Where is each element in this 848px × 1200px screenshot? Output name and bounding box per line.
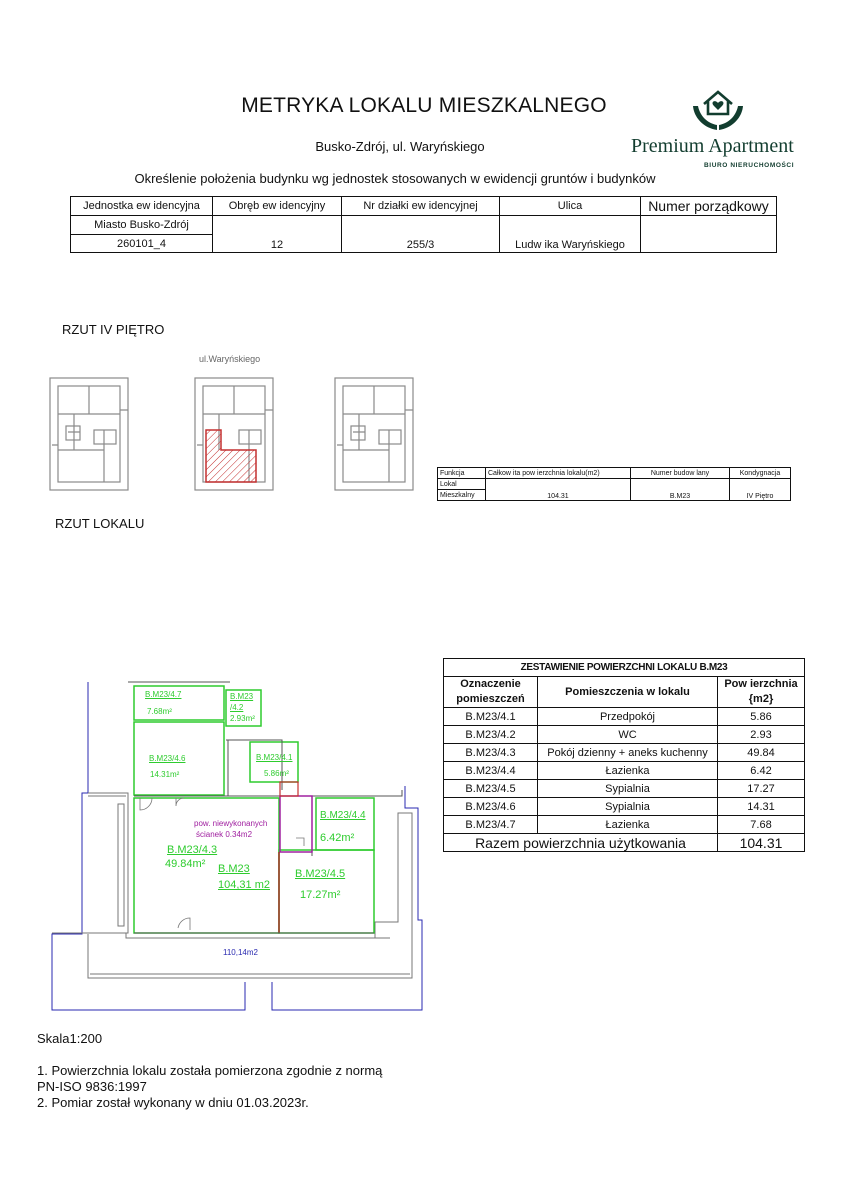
room-area: 6.42 xyxy=(718,762,805,780)
partition-note-2: ścianek 0.34m2 xyxy=(196,830,253,839)
plot-cell: 255/3 xyxy=(342,216,500,253)
area-cell: 104.31 xyxy=(486,479,631,501)
room-4-4-label: B.M23/4.4 xyxy=(320,810,366,821)
scale-label: Skala1:200 xyxy=(37,1031,103,1046)
floor-plan-right xyxy=(335,378,413,490)
header-cell: Funkcja xyxy=(438,468,486,479)
header-cell: Całkow ita pow ierzchnia lokalu(m2) xyxy=(486,468,631,479)
partition-note-1: pow. niewykonanych xyxy=(194,819,268,828)
page-title: METRYKA LOKALU MIESZKALNEGO xyxy=(241,94,607,117)
room-4-2-label-b: /4.2 xyxy=(230,703,244,712)
house-hands-logo-icon xyxy=(690,84,746,136)
room-4-5-label: B.M23/4.5 xyxy=(295,868,346,880)
room-name: Sypialnia xyxy=(538,780,718,798)
room-4-3-area: 49.84m² xyxy=(165,858,206,870)
precinct-cell: 12 xyxy=(213,216,342,253)
area-table-title: ZESTAWIENIE POWIERZCHNI LOKALU B.M23 xyxy=(444,659,805,677)
room-4-4-area: 6.42m² xyxy=(320,832,355,844)
room-4-1-label: B.M23/4.1 xyxy=(256,753,293,762)
header-cell: Jednostka ew idencyjna xyxy=(71,197,213,216)
header-cell: Pomieszczenia w lokalu xyxy=(538,677,718,708)
room-4-7-label: B.M23/4.7 xyxy=(145,690,182,699)
unit-floor-plan xyxy=(50,678,430,1018)
number-cell xyxy=(641,216,777,253)
row-label: Lokal xyxy=(438,479,486,490)
room-name: Łazienka xyxy=(538,762,718,780)
total-value: 104.31 xyxy=(718,834,805,852)
table-row xyxy=(444,744,805,762)
room-area: 2.93 xyxy=(718,726,805,744)
floor-plans-thumbnails xyxy=(44,370,424,510)
room-4-2-label-a: B.M23 xyxy=(230,692,254,701)
unit-code-cell: 260101_4 xyxy=(71,235,213,253)
note-2: 2. Pomiar został wykonany w dniu 01.03.2023r. xyxy=(37,1095,309,1110)
table-row xyxy=(444,708,805,726)
unit-total-area: 104,31 m2 xyxy=(218,879,270,891)
header-cell: Numer budow lany xyxy=(631,468,730,479)
note-1: 1. Powierzchnia lokalu została pomierzona zgodnie z normą xyxy=(37,1063,383,1078)
room-name: Przedpokój xyxy=(538,708,718,726)
room-id: B.M23/4.4 xyxy=(444,762,538,780)
row-label: Mieszkalny xyxy=(438,490,486,501)
room-name: Pokój dzienny + aneks kuchenny xyxy=(538,744,718,762)
room-id: B.M23/4.5 xyxy=(444,780,538,798)
area-table xyxy=(443,658,805,852)
note-1-standard: PN-ISO 9836:1997 xyxy=(37,1079,147,1094)
room-area: 5.86 xyxy=(718,708,805,726)
header-cell: Nr działki ew idencyjnej xyxy=(342,197,500,216)
room-id: B.M23/4.1 xyxy=(444,708,538,726)
room-area: 14.31 xyxy=(718,798,805,816)
room-id: B.M23/4.6 xyxy=(444,798,538,816)
address: Busko-Zdrój, ul. Waryńskiego xyxy=(315,139,485,154)
header-cell: Oznaczenie pomieszczeń xyxy=(444,677,538,708)
room-4-7-area: 7.68m² xyxy=(147,707,172,716)
table-row xyxy=(444,798,805,816)
table-row xyxy=(444,816,805,834)
logo-subtitle: BIURO NIERUCHOMOŚCI xyxy=(704,162,795,169)
partition-area xyxy=(280,796,312,852)
header-cell: Pow ierzchnia {m2} xyxy=(718,677,805,708)
floor-cell: IV Piętro xyxy=(730,479,791,501)
total-label: Razem powierzchnia użytkowania xyxy=(444,834,718,852)
room-name: WC xyxy=(538,726,718,744)
wall-segment xyxy=(280,782,298,796)
unit-name-cell: Miasto Busko-Zdrój xyxy=(71,216,213,235)
table-row xyxy=(444,762,805,780)
floor-plan-left xyxy=(50,378,128,490)
room-area: 7.68 xyxy=(718,816,805,834)
room-name: Łazienka xyxy=(538,816,718,834)
header-cell: Kondygnacja xyxy=(730,468,791,479)
unit-name: B.M23 xyxy=(218,863,250,875)
number-cell: B.M23 xyxy=(631,479,730,501)
notes xyxy=(37,1063,382,1111)
header-cell: Ulica xyxy=(500,197,641,216)
terrace-outline xyxy=(52,682,422,1010)
room-4-6-area: 14.31m² xyxy=(150,770,180,779)
room-id: B.M23/4.7 xyxy=(444,816,538,834)
room-4-2-area: 2.93m² xyxy=(230,714,255,723)
description: Określenie położenia budynku wg jednostek stosowanych w ewidencji gruntów i budynków xyxy=(134,171,656,186)
table-row xyxy=(444,780,805,798)
function-table xyxy=(437,467,791,501)
logo-name: Premium Apartment xyxy=(631,135,794,157)
room-area: 49.84 xyxy=(718,744,805,762)
room-id: B.M23/4.2 xyxy=(444,726,538,744)
header-cell: Obręb ew idencyjny xyxy=(213,197,342,216)
unit-plan-label: RZUT LOKALU xyxy=(55,516,145,531)
room-4-3-label: B.M23/4.3 xyxy=(167,844,218,856)
room-4-6-label: B.M23/4.6 xyxy=(149,754,186,763)
terrace-area: 110,14m2 xyxy=(223,948,258,957)
street-label: ul.Waryńskiego xyxy=(199,354,261,364)
room-name: Sypialnia xyxy=(538,798,718,816)
room-area: 17.27 xyxy=(718,780,805,798)
cadastral-table xyxy=(70,196,777,253)
header-cell: Numer porządkowy xyxy=(641,197,777,216)
table-row xyxy=(444,726,805,744)
room-4-1-area: 5.86m² xyxy=(264,769,289,778)
room-id: B.M23/4.3 xyxy=(444,744,538,762)
floor-plan-label: RZUT IV PIĘTRO xyxy=(62,322,165,337)
street-cell: Ludw ika Waryńskiego xyxy=(500,216,641,253)
room-4-5-area: 17.27m² xyxy=(300,889,341,901)
